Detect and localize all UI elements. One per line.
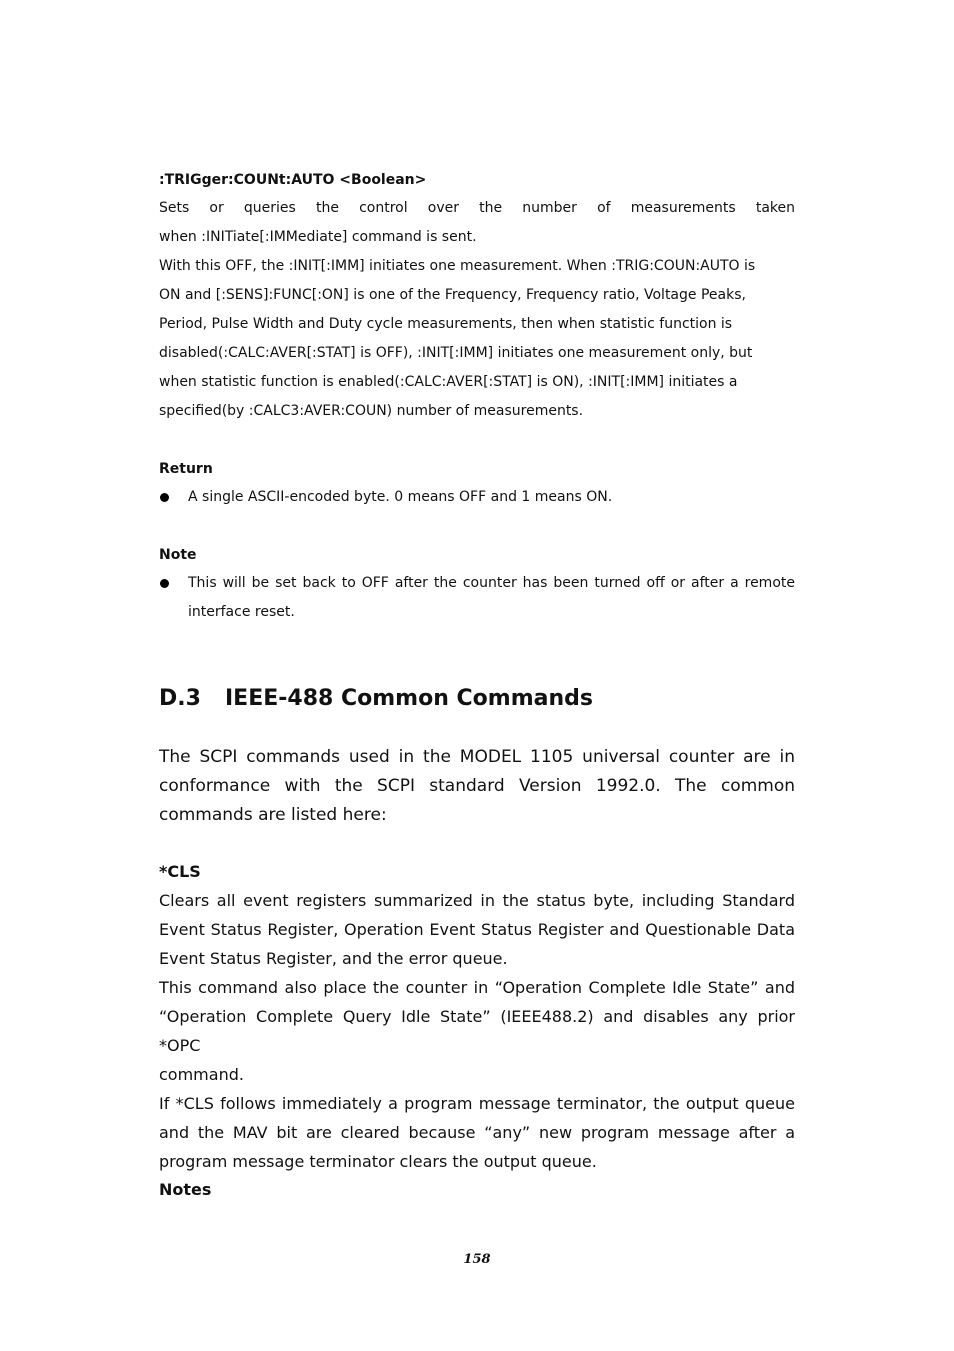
paragraph-line: Period, Pulse Width and Duty cycle measurements, then when statistic function is [159,316,733,332]
command-heading-cls: *CLS [159,862,201,881]
paragraph-line: program message terminator clears the output queue. [159,1152,597,1171]
return-bullet-item [159,483,795,512]
section-intro-paragraph [159,743,795,830]
paragraph-line: Event Status Register, Operation Event Status Register and Questionable Data [159,920,795,939]
paragraph-line: when statistic function is enabled(:CALC:AVER[:STAT] is ON), :INIT[:IMM] initiates a [159,374,738,390]
paragraph-line: when :INITiate[:IMMediate] command is sent. [159,229,477,245]
paragraph-line: and the MAV bit are cleared because “any” new program message after a [159,1123,795,1142]
return-heading: Return [159,461,213,477]
note-bullet-item [159,569,795,627]
section-heading-d3 [159,685,593,713]
paragraph-line: specified(by :CALC3:AVER:COUN) number of measurements. [159,403,584,419]
paragraph-line: This command also place the counter in “Operation Complete Idle State” and [159,978,795,997]
section-number: D.3 [159,686,201,711]
section-title: IEEE-488 Common Commands [225,686,593,711]
notes-heading: Notes [159,1180,212,1199]
trigger-description-paragraph-1 [159,194,795,426]
note-heading: Note [159,547,197,563]
page-number: 158 [463,1252,491,1267]
paragraph-line: If *CLS follows immediately a program message terminator, the output queue [159,1094,795,1113]
bullet-icon [160,579,169,588]
paragraph-line: command. [159,1065,244,1084]
paragraph-line: Sets or queries the control over the number of measurements taken [159,200,795,216]
paragraph-line: With this OFF, the :INIT[:IMM] initiates one measurement. When :TRIG:COUN:AUTO is [159,258,756,274]
cls-description [159,886,795,1176]
paragraph-line: conformance with the SCPI standard Version 1992.0. The common [159,776,795,796]
paragraph-line: Event Status Register, and the error queue. [159,949,508,968]
paragraph-line: The SCPI commands used in the MODEL 1105 universal counter are in [159,747,795,767]
return-bullet-text: A single ASCII-encoded byte. 0 means OFF and 1 means ON. [188,489,613,505]
paragraph-line: commands are listed here: [159,805,387,825]
paragraph-line: “Operation Complete Query Idle State” (IEEE488.2) and disables any prior *OPC [159,1007,795,1055]
command-heading-trigger-count-auto: :TRIGger:COUNt:AUTO <Boolean> [159,172,427,188]
note-bullet-text-line-1: This will be set back to OFF after the counter has been turned off or after a remote [188,575,795,591]
paragraph-line: ON and [:SENS]:FUNC[:ON] is one of the Frequency, Frequency ratio, Voltage Peaks, [159,287,746,303]
note-bullet-text-line-2: interface reset. [188,604,295,620]
paragraph-line: disabled(:CALC:AVER[:STAT] is OFF), :INIT[:IMM] initiates one measurement only, but [159,345,753,361]
paragraph-line: Clears all event registers summarized in the status byte, including Standard [159,891,795,910]
bullet-icon [160,493,169,502]
